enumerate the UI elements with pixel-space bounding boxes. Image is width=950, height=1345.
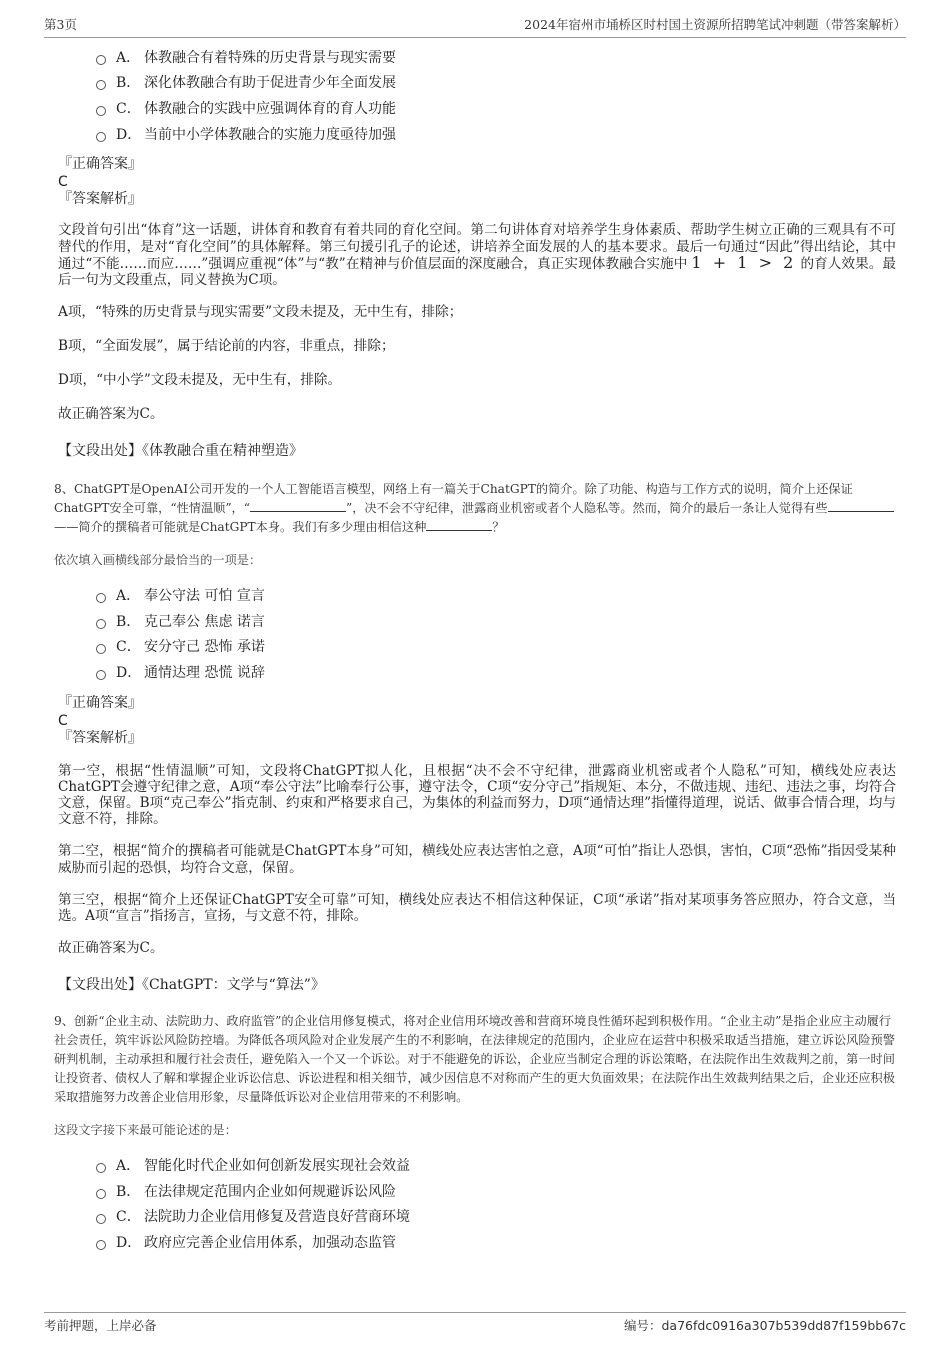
q8-analysis-2: 第二空，根据“简介的撰稿者可能就是ChatGPT本身”可知，横线处应表达害怕之意，A项“可怕”指让人恐惧，害怕，C项“恐怖”指因受某种威胁而引起的恐惧，均符合文意，保留。 <box>58 843 896 876</box>
q9-option-d[interactable]: D． 政府应完善企业信用体系，加强动态监管 <box>96 1229 896 1255</box>
q8-options <box>54 582 896 684</box>
q8-source: 【文段出处】《ChatGPT：文学与“算法”》 <box>58 977 325 994</box>
radio-icon[interactable] <box>96 106 106 116</box>
q8-prompt: 依次填入画横线部分最恰当的一项是： <box>54 553 262 568</box>
q7-line-b: B项，“全面发展”，属于结论前的内容，非重点，排除； <box>58 338 395 355</box>
q7-option-a[interactable]: A． 体教融合有着特殊的历史背景与现实需要 <box>96 44 896 70</box>
q8-conclusion: 故正确答案为C。 <box>58 940 164 957</box>
radio-icon[interactable] <box>96 644 106 654</box>
radio-icon[interactable] <box>96 593 106 603</box>
radio-icon[interactable] <box>96 1189 106 1199</box>
radio-icon[interactable] <box>96 619 106 629</box>
q9-prompt: 这段文字接下来最可能论述的是： <box>54 1123 237 1138</box>
q7-option-b[interactable]: B． 深化体教融合有助于促进青少年全面发展 <box>96 70 896 96</box>
page-header <box>44 15 906 38</box>
q7-conclusion: 故正确答案为C。 <box>58 406 164 423</box>
answer-label: 『正确答案』 <box>58 694 142 711</box>
page-footer <box>44 1312 906 1334</box>
q8-option-a[interactable]: A． 奉公守法 可怕 宣言 <box>96 582 896 608</box>
radio-icon[interactable] <box>96 55 106 65</box>
q7-source: 【文段出处】《体教融合重在精神塑造》 <box>58 443 303 460</box>
footer-slogan: 考前押题，上岸必备 <box>44 1318 157 1333</box>
q7-options <box>54 44 896 146</box>
q9-option-c[interactable]: C． 法院助力企业信用修复及营造良好营商环境 <box>96 1203 896 1229</box>
answer-value: C <box>58 712 68 729</box>
math-formula: 1 + 1 > 2 <box>691 252 797 272</box>
blank-2[interactable] <box>828 499 894 512</box>
q7-option-d[interactable]: D． 当前中小学体教融合的实施力度亟待加强 <box>96 121 896 147</box>
blank-1[interactable] <box>250 499 346 512</box>
q9-stem: 9、创新“企业主动、法院助力、政府监管”的企业信用修复模式，将对企业信用环境改善和营商环境良性循环起到积极作用。“企业主动”是指企业应主动履行社会责任，筑牢诉讼风险防控墙。为降低各项风险对企业发展产生的不利影响，在法律规定的范围内，企业应在运营中积极采取适当措施，建立诉讼风险预警研判机制，主动承担和履行社会责任，避免陷入一个又一个诉讼。对于不能避免的诉讼，企业应当制定合理的诉讼策略，在法院作出生效裁判之前，第一时间让投资者、债权人了解和掌握企业诉讼信息、诉讼进程和相关细节，减少因信息不对称而产生的更大负面效果；在法院作出生效裁判结果之后，企业还应积极采取措施努力改善企业信用形象，尽量降低诉讼对企业信用带来的不利影响。 <box>54 1014 895 1105</box>
q9-options <box>54 1152 896 1254</box>
radio-icon[interactable] <box>96 132 106 142</box>
q8-option-d[interactable]: D． 通情达理 恐慌 说辞 <box>96 659 896 685</box>
q8-stem: 8、ChatGPT是OpenAI公司开发的一个人工智能语言模型，网络上有一篇关于ChatGPT的简介。除了功能、构造与工作方式的说明，简介上还保证ChatGPT安全可靠，“性情温顺”，“ ”，决不会不守纪律，泄露商业机密或者个人隐私等。然而，简介的最后一条让人觉得有些——简介的撰稿者可能就是ChatGPT本身。我们有多少理由相信这种 ？ <box>54 480 896 537</box>
q8-option-b[interactable]: B． 克己奉公 焦虑 诺言 <box>96 608 896 634</box>
document-code: 编号：da76fdc0916a307b539dd87f159bb67c <box>623 1318 906 1333</box>
q9-option-b[interactable]: B． 在法律规定范围内企业如何规避诉讼风险 <box>96 1178 896 1204</box>
analysis-label: 『答案解析』 <box>58 729 142 746</box>
blank-3[interactable] <box>426 518 492 531</box>
radio-icon[interactable] <box>96 1240 106 1250</box>
radio-icon[interactable] <box>96 670 106 680</box>
answer-value: C <box>58 174 68 191</box>
q8-analysis-1: 第一空，根据“性情温顺”可知，文段将ChatGPT拟人化，且根据“决不会不守纪律，泄露商业机密或者个人隐私”可知，横线处应表达ChatGPT会遵守纪律之意，A项“奉公守法”比喻奉行公事，遵守法令，C项“安分守己”指规矩、本分，不做违规、违纪、违法之事，均符合文意，保留。B项“克己奉公”指克制、约束和严格要求自己，为集体的利益而努力，D项“通情达理”指懂得道理，说话、做事合情合理，均与文意不符，排除。 <box>58 762 896 828</box>
document-title: 2024年宿州市埇桥区时村国土资源所招聘笔试冲刺题（带答案解析） <box>524 17 906 32</box>
q8-option-c[interactable]: C． 安分守己 恐怖 承诺 <box>96 633 896 659</box>
analysis-label: 『答案解析』 <box>58 191 142 208</box>
q7-line-a: A项，“特殊的历史背景与现实需要”文段未提及，无中生有，排除； <box>58 304 463 321</box>
radio-icon[interactable] <box>96 80 106 90</box>
radio-icon[interactable] <box>96 1214 106 1224</box>
q7-analysis: 文段首句引出“体育”这一话题，讲体育和教育有着共同的育化空间。第二句讲体育对培养学生身体素质、帮助学生树立正确的三观具有不可替代的作用，是对“育化空间”的具体解释。第三句援引孔子的论述，讲培养全面发展的人的基本要求。最后一句通过“因此”得出结论，其中通过“不能……而应……”强调应重视“体”与“教”在精神与价值层面的深度融合，真正实现体教融合实施中 1 + 1 > 2 的育人效果。最后一句为文段重点，同义替换为C项。 <box>58 222 897 288</box>
q8-analysis-3: 第三空，根据“简介上还保证ChatGPT安全可靠”可知，横线处应表达不相信这种保证，C项“承诺”指对某项事务答应照办，符合文意，当选。A项“宣言”指扬言，宣扬，与文意不符，排除。 <box>58 891 896 924</box>
q7-option-c[interactable]: C． 体教融合的实践中应强调体育的育人功能 <box>96 95 896 121</box>
radio-icon[interactable] <box>96 1163 106 1173</box>
answer-label: 『正确答案』 <box>58 156 142 173</box>
page-number: 第3页 <box>44 17 77 32</box>
q9-option-a[interactable]: A． 智能化时代企业如何创新发展实现社会效益 <box>96 1152 896 1178</box>
content <box>54 40 896 1265</box>
q7-line-d: D项，“中小学”文段未提及，无中生有，排除。 <box>58 372 342 389</box>
